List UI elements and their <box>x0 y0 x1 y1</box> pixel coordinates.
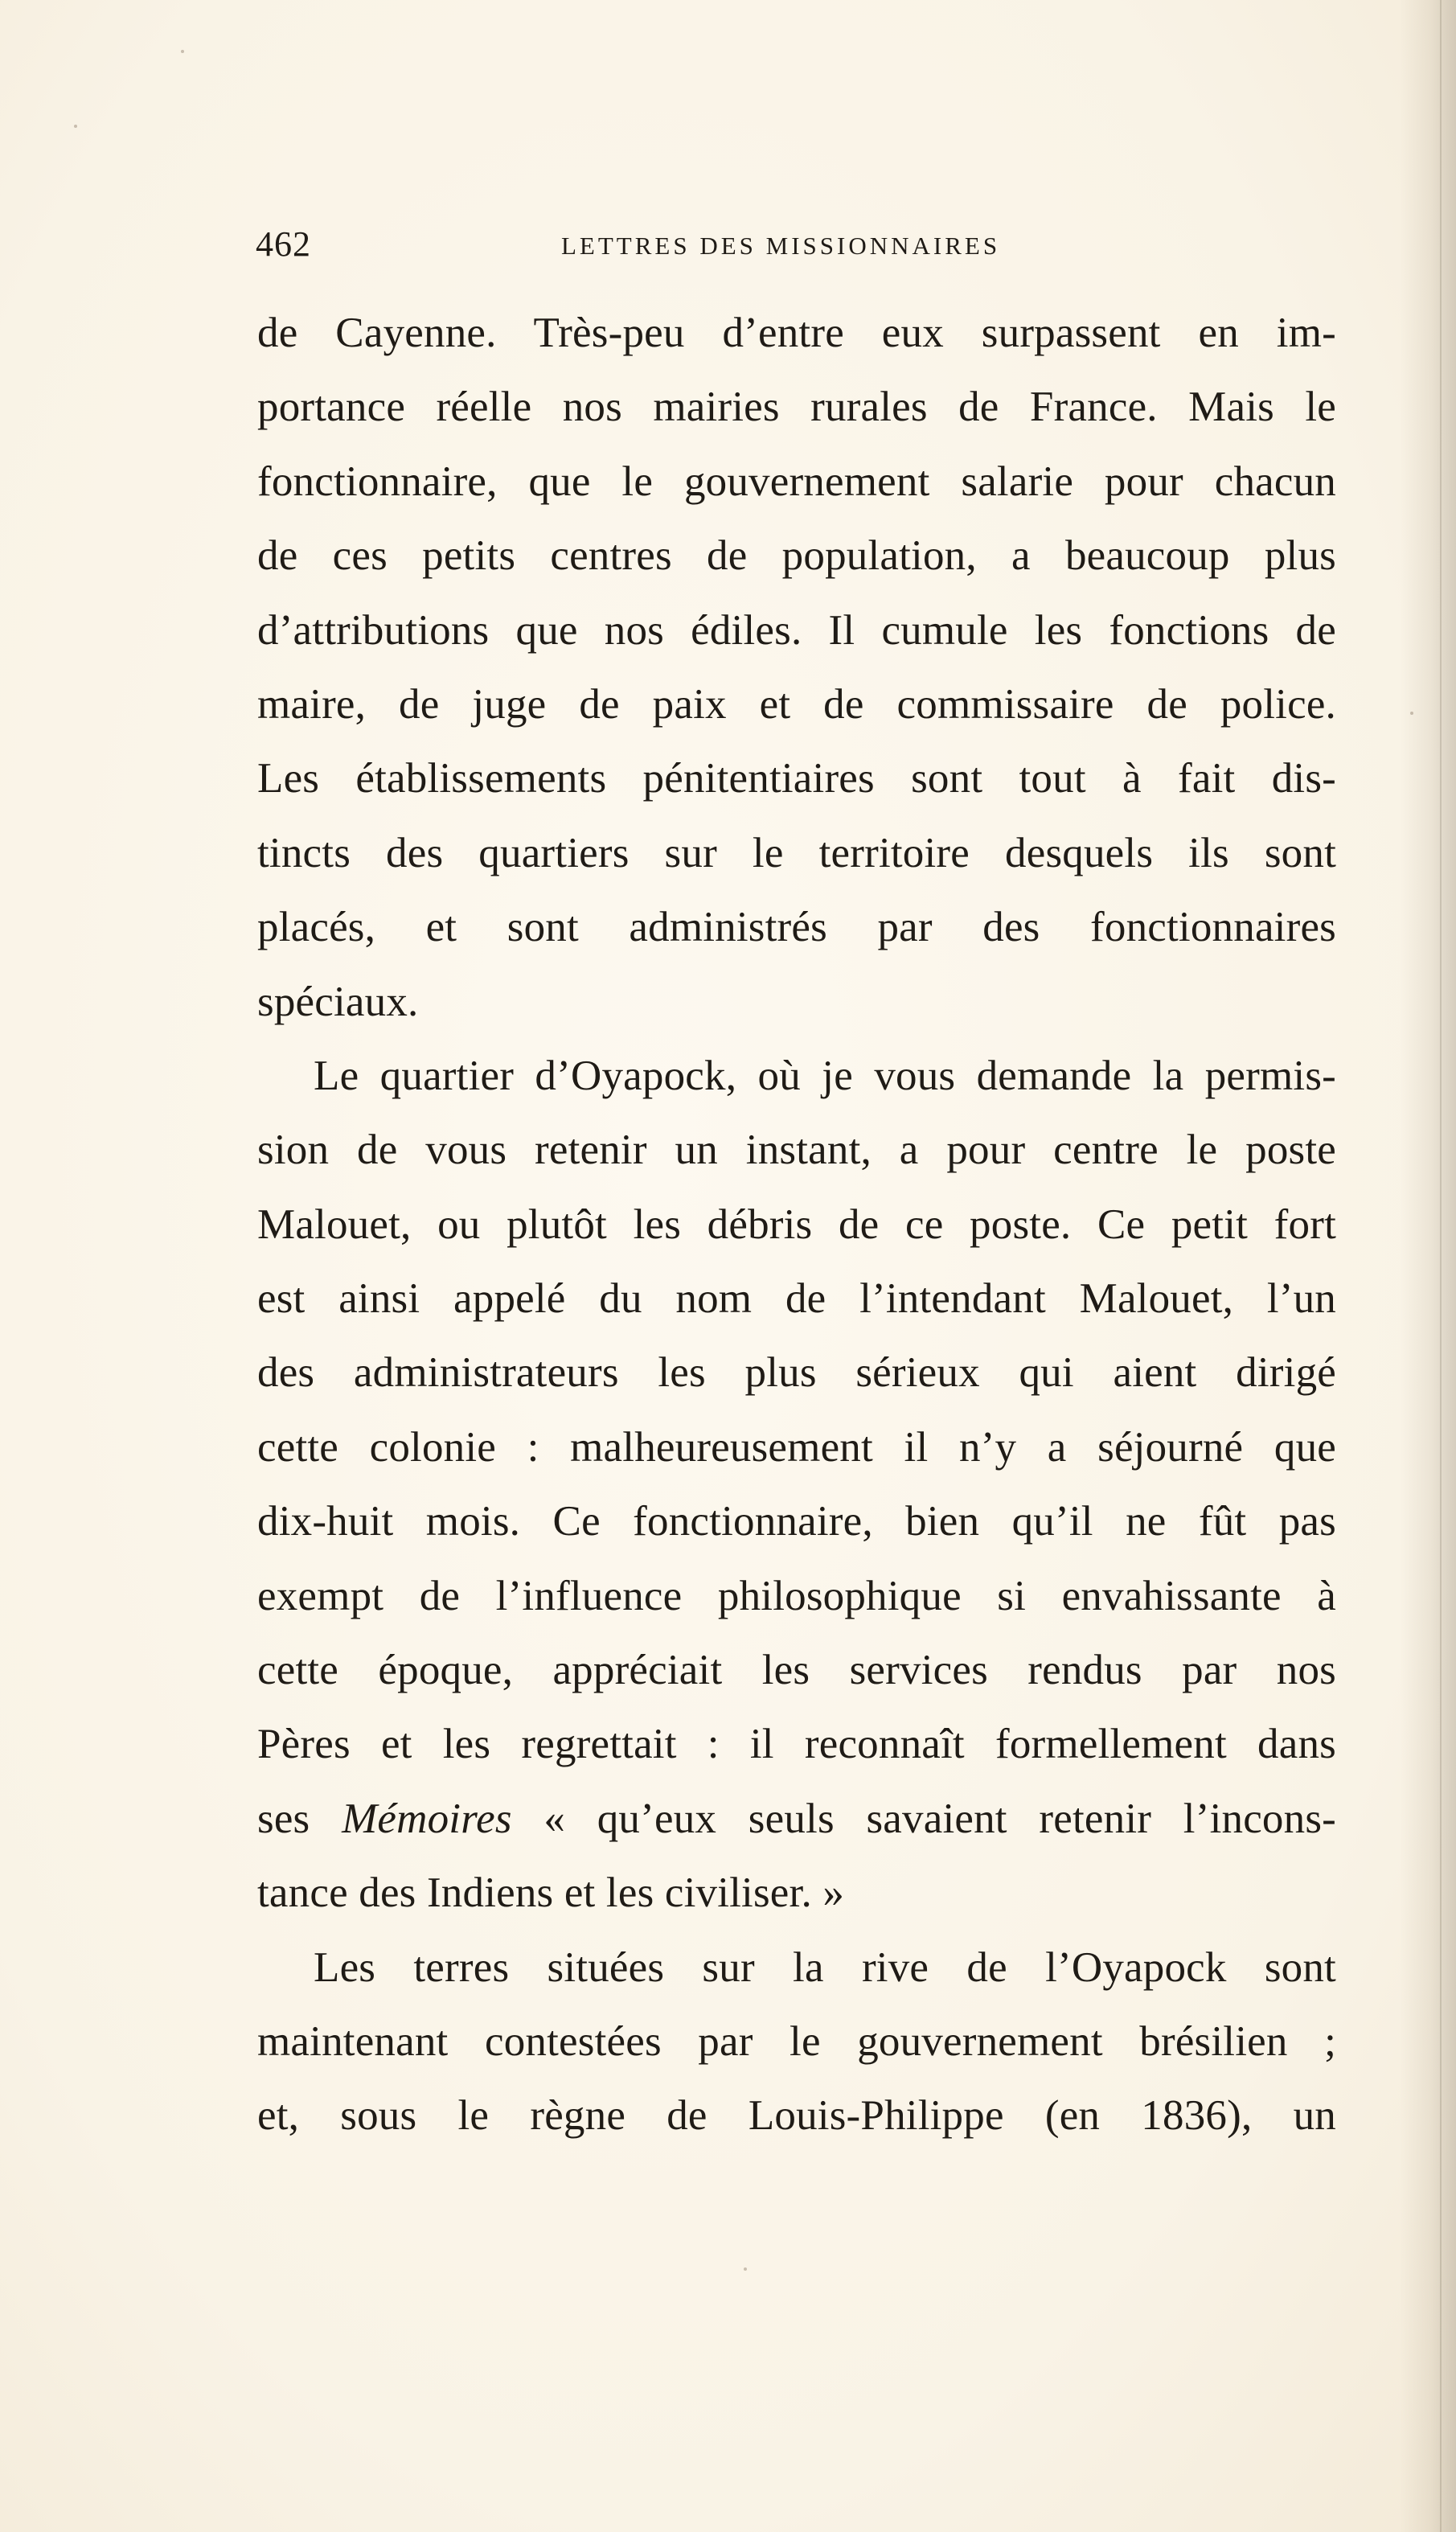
text-line: dix-huit mois. Ce fonctionnaire, bien qu’il ne fût pas <box>257 1498 1336 1545</box>
text-line: exempt de l’influence philosophique si envahissante à <box>257 1572 1336 1619</box>
paper-speck <box>744 2267 747 2271</box>
text-line: portance réelle nos mairies rurales de France. Mais le <box>257 384 1336 431</box>
text-line: Malouet, ou plutôt les débris de ce poste. Ce petit fort <box>257 1200 1336 1248</box>
text-line: tance des Indiens et les civiliser. » <box>257 1869 845 1917</box>
text-line: placés, et sont administrés par des fonctionnaires <box>257 904 1336 951</box>
text-line: de ces petits centres de population, a beaucoup plus <box>257 532 1336 580</box>
text-fragment: « qu’eux seuls savaient retenir l’incons- <box>511 1795 1336 1842</box>
text-line: des administrateurs les plus sérieux qui aient dirigé <box>257 1349 1336 1397</box>
text-line: sion de vous retenir un instant, a pour centre le poste <box>257 1126 1336 1174</box>
page-number: 462 <box>256 224 311 264</box>
text-line: Les terres situées sur la rive de l’Oyapock sont <box>314 1943 1336 1991</box>
text-fragment: ses <box>257 1795 342 1842</box>
text-line: d’attributions que nos édiles. Il cumule les fonctions de <box>257 606 1336 654</box>
paper-speck <box>74 125 77 128</box>
text-line: spéciaux. <box>257 978 419 1025</box>
text-line: de Cayenne. Très-peu d’entre eux surpassent en im- <box>257 310 1336 356</box>
page-gutter-shadow <box>1400 0 1456 2532</box>
text-line: est ainsi appelé du nom de l’intendant Malouet, l’un <box>257 1275 1336 1323</box>
paper-speck <box>1410 712 1413 715</box>
text-line: cette époque, appréciait les services rendus par nos <box>257 1647 1336 1694</box>
paper-speck <box>181 50 184 53</box>
text-line: maintenant contestées par le gouvernement brésilien ; <box>257 2017 1336 2065</box>
text-line: et, sous le règne de Louis-Philippe (en 1836), un <box>257 2092 1336 2140</box>
running-head: LETTRES DES MISSIONNAIRES <box>561 232 1001 260</box>
text-line: tincts des quartiers sur le territoire desquels ils sont <box>257 829 1336 876</box>
text-line: Pères et les regrettait : il reconnaît formellement dans <box>257 1721 1336 1768</box>
text-line: Les établissements pénitentiaires sont tout à fait dis- <box>257 755 1336 802</box>
text-line: cette colonie : malheureusement il n’y a séjourné que <box>257 1423 1336 1471</box>
page-edge-line <box>1440 0 1442 2532</box>
body-text <box>257 296 1336 2153</box>
italic-title: Mémoires <box>342 1795 512 1842</box>
text-line-with-italic <box>257 1782 1336 1856</box>
text-line: Le quartier d’Oyapock, où je vous demande la permis- <box>314 1052 1336 1099</box>
text-line: fonctionnaire, que le gouvernement salarie pour chacun <box>257 458 1336 505</box>
page-header <box>256 224 1333 280</box>
text-line: maire, de juge de paix et de commissaire de police. <box>257 680 1336 728</box>
